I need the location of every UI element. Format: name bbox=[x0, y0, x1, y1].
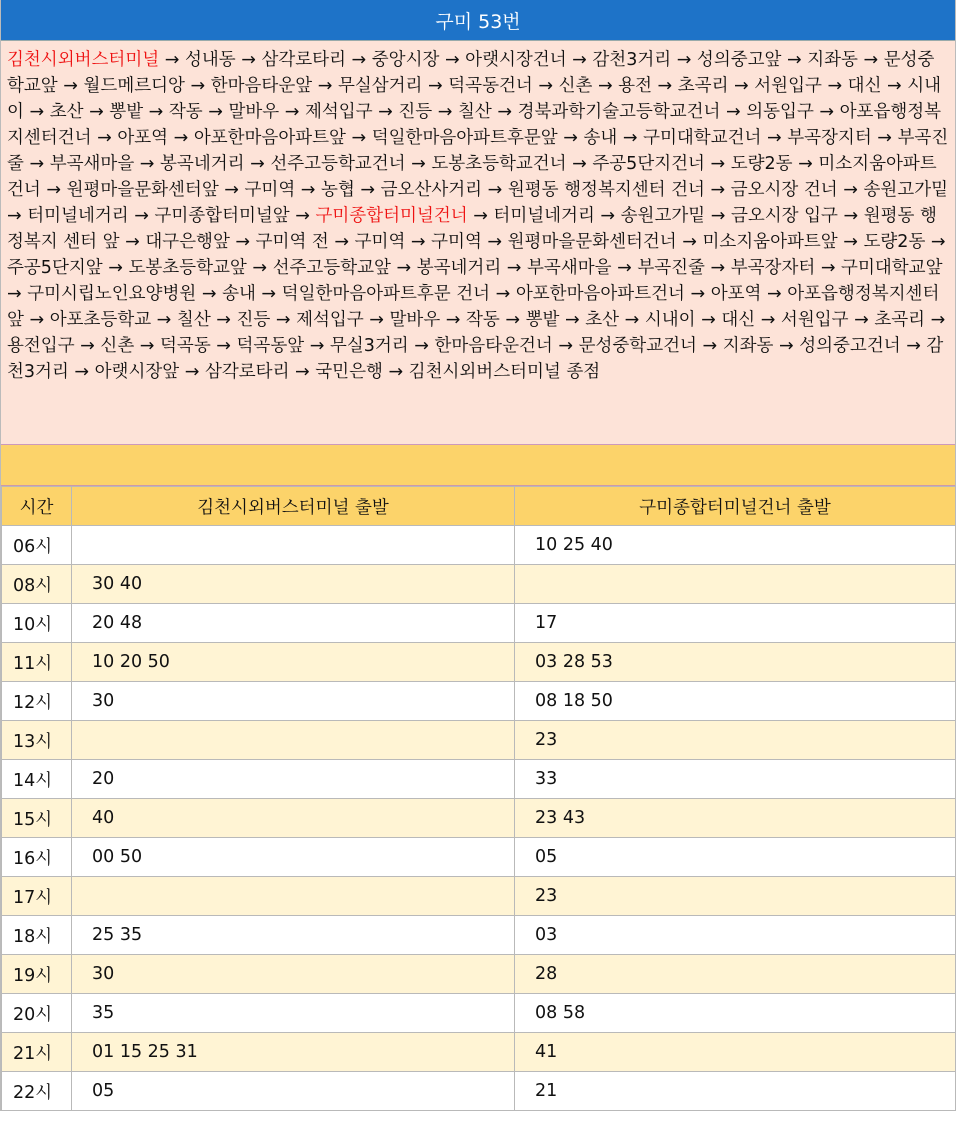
table-row bbox=[2, 760, 956, 799]
table-row bbox=[2, 955, 956, 994]
table-row bbox=[2, 682, 956, 721]
cell-hour: 19시 bbox=[2, 955, 72, 994]
cell-from-gumi: 33 bbox=[515, 760, 956, 799]
table-row bbox=[2, 799, 956, 838]
cell-from-gimcheon bbox=[72, 721, 515, 760]
table-row bbox=[2, 643, 956, 682]
cell-hour: 18시 bbox=[2, 916, 72, 955]
cell-hour: 14시 bbox=[2, 760, 72, 799]
cell-hour: 13시 bbox=[2, 721, 72, 760]
table-row bbox=[2, 1033, 956, 1072]
timetable-body bbox=[2, 526, 956, 1111]
route-start-highlight: 김천시외버스터미널 bbox=[7, 50, 160, 70]
cell-hour: 17시 bbox=[2, 877, 72, 916]
cell-hour: 21시 bbox=[2, 1033, 72, 1072]
cell-hour: 22시 bbox=[2, 1072, 72, 1111]
cell-hour: 10시 bbox=[2, 604, 72, 643]
table-row bbox=[2, 916, 956, 955]
cell-from-gimcheon: 05 bbox=[72, 1072, 515, 1111]
cell-from-gimcheon bbox=[72, 877, 515, 916]
table-row bbox=[2, 604, 956, 643]
cell-hour: 20시 bbox=[2, 994, 72, 1033]
cell-from-gumi: 23 43 bbox=[515, 799, 956, 838]
cell-from-gumi: 28 bbox=[515, 955, 956, 994]
route-stops-part2: → 터미널네거리 → 송원고가밑 → 금오시장 입구 → 원평동 행정복지 센터 앞 → 대구은행앞 → 구미역 전 → 구미역 → 구미역 → 원평마을문화센터건너 → 미소지움아파트앞 → 도량2동 → 주공5단지앞 → 도봉초등학교앞 → 선주고등학교앞 → 봉곡네거리 → 부곡새마을 → 부곡진줄 → 부곡장자터 → 구미대학교앞 → 구미시립노인요양병원 → 송내 → 덕일한마음아파트후문 건너 → 아포한마음아파트건너 → 아포역 → 아포읍행정복지센터앞 → 아포초등학교 → 칠산 → 진등 → 제석입구 → 말바우 → 작동 → 뽕밭 → 초산 → 시내이 → 대신 → 서원입구 → 초곡리 → 용전입구 → 신촌 → 덕곡동 → 덕곡동앞 → 무실3거리 → 한마음타운건너 → 문성중학교건너 → 지좌동 → 성의중고건너 → 감천3거리 → 아랫시장앞 → 삼각로타리 → 국민은행 → 김천시외버스터미널 종점 bbox=[7, 206, 946, 382]
cell-from-gumi: 23 bbox=[515, 721, 956, 760]
cell-from-gimcheon: 20 bbox=[72, 760, 515, 799]
cell-from-gimcheon: 30 40 bbox=[72, 565, 515, 604]
table-row bbox=[2, 1072, 956, 1111]
cell-from-gumi: 10 25 40 bbox=[515, 526, 956, 565]
cell-hour: 06시 bbox=[2, 526, 72, 565]
header-hour: 시간 bbox=[2, 487, 72, 526]
cell-from-gimcheon: 00 50 bbox=[72, 838, 515, 877]
cell-from-gimcheon: 30 bbox=[72, 682, 515, 721]
table-row bbox=[2, 838, 956, 877]
cell-from-gimcheon: 01 15 25 31 bbox=[72, 1033, 515, 1072]
cell-hour: 08시 bbox=[2, 565, 72, 604]
route-stops-part1: → 성내동 → 삼각로타리 → 중앙시장 → 아랫시장건너 → 감천3거리 → 성의중고앞 → 지좌동 → 문성중학교앞 → 월드메르디앙 → 한마음타운앞 → 무실삼거리 → 덕곡동건너 → 신촌 → 용전 → 초곡리 → 서원입구 → 대신 → 시내이 → 초산 → 뽕밭 → 작동 → 말바우 → 제석입구 → 진등 → 칠산 → 경북과학기술고등학교건너 → 의동입구 → 아포읍행정복지센터건너 → 아포역 → 아포한마음아파트앞 → 덕일한마음아파트후문앞 → 송내 → 구미대학교건너 → 부곡장지터 → 부곡진줄 → 부곡새마을 → 봉곡네거리 → 선주고등학교건너 → 도봉초등학교건너 → 주공5단지건너 → 도량2동 → 미소지움아파트건너 → 원평마을문화센터앞 → 구미역 → 농협 → 금오산사거리 → 원평동 행정복지센터 건너 → 금오시장 건너 → 송원고가밑 → 터미널네거리 → 구미종합터미널앞 → bbox=[7, 50, 949, 226]
cell-from-gumi: 21 bbox=[515, 1072, 956, 1111]
header-from-gumi: 구미종합터미널건너 출발 bbox=[515, 487, 956, 526]
cell-from-gumi: 03 bbox=[515, 916, 956, 955]
cell-from-gumi: 17 bbox=[515, 604, 956, 643]
cell-hour: 12시 bbox=[2, 682, 72, 721]
cell-hour: 15시 bbox=[2, 799, 72, 838]
cell-hour: 11시 bbox=[2, 643, 72, 682]
cell-from-gumi: 08 18 50 bbox=[515, 682, 956, 721]
timetable bbox=[1, 486, 956, 1111]
cell-from-gimcheon: 35 bbox=[72, 994, 515, 1033]
cell-from-gimcheon: 10 20 50 bbox=[72, 643, 515, 682]
cell-from-gumi: 41 bbox=[515, 1033, 956, 1072]
cell-from-gumi: 08 58 bbox=[515, 994, 956, 1033]
cell-from-gimcheon: 20 48 bbox=[72, 604, 515, 643]
cell-from-gimcheon: 25 35 bbox=[72, 916, 515, 955]
cell-from-gimcheon bbox=[72, 526, 515, 565]
page-title: 구미 53번 bbox=[1, 0, 955, 41]
header-from-gimcheon: 김천시외버스터미널 출발 bbox=[72, 487, 515, 526]
cell-from-gimcheon: 40 bbox=[72, 799, 515, 838]
cell-from-gumi: 03 28 53 bbox=[515, 643, 956, 682]
table-row bbox=[2, 565, 956, 604]
table-row bbox=[2, 994, 956, 1033]
cell-from-gimcheon: 30 bbox=[72, 955, 515, 994]
cell-from-gumi: 23 bbox=[515, 877, 956, 916]
route-description bbox=[1, 41, 955, 445]
header-band bbox=[1, 445, 955, 486]
table-row bbox=[2, 526, 956, 565]
cell-from-gumi bbox=[515, 565, 956, 604]
table-row bbox=[2, 721, 956, 760]
table-row bbox=[2, 877, 956, 916]
route-turnaround-highlight: 구미종합터미널건너 bbox=[315, 206, 468, 226]
table-header-row bbox=[2, 487, 956, 526]
cell-hour: 16시 bbox=[2, 838, 72, 877]
cell-from-gumi: 05 bbox=[515, 838, 956, 877]
